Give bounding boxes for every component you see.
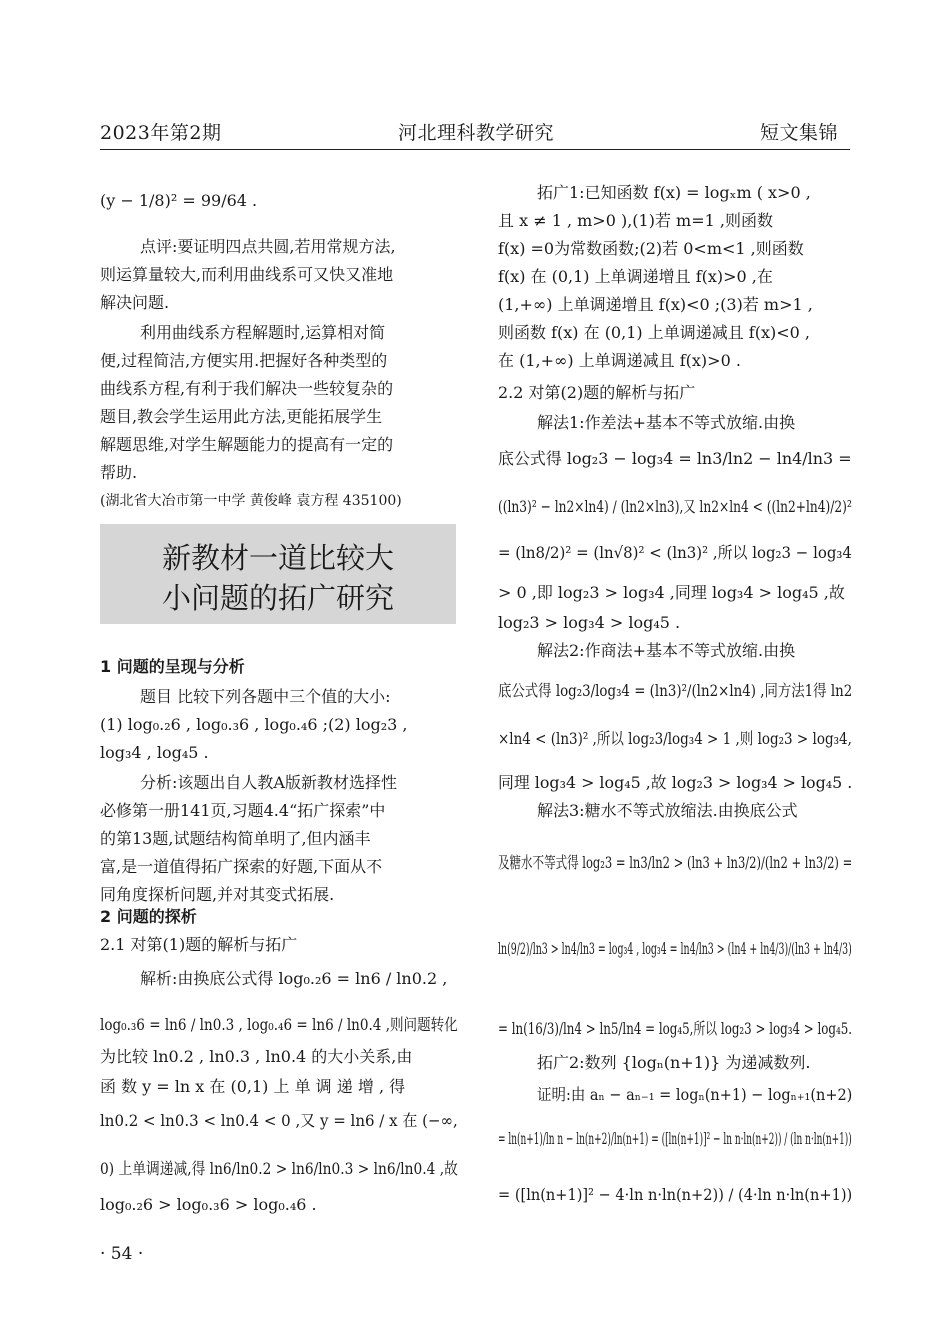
header-rule bbox=[100, 149, 850, 150]
article-title-line: 小问题的拓广研究 bbox=[161, 581, 394, 615]
proof-line: = ([ln(n+1)]² − 4·ln n·ln(n+2)) / (4·ln n·ln(n+1)) bbox=[498, 1185, 853, 1204]
method1-line: 底公式得 log₂3 − log₃4 = ln3/ln2 − ln4/ln3 = bbox=[498, 449, 852, 468]
problem-line: log₃4 , log₄5 . bbox=[100, 743, 209, 762]
solution-line: log₀.₃6 = ln6 / ln0.3 , log₀.₄6 = ln6 / ln0.4 ,则问题转化 bbox=[100, 1015, 458, 1034]
section-heading-2: 2 问题的探析 bbox=[100, 907, 197, 926]
method3-line: 及糖水不等式得 log₂3 = ln3/ln2 > (ln3 + ln3/2)/(ln2 + ln3/2) = bbox=[498, 853, 853, 872]
solution-line: 解析:由换底公式得 log₀.₂6 = ln6 / ln0.2 , bbox=[140, 969, 448, 988]
conclusion-line: 题目,教会学生运用此方法,更能拓展学生 bbox=[100, 407, 383, 426]
affiliation: (湖北省大冶市第一中学 黄俊峰 袁方程 435100) bbox=[100, 493, 402, 509]
comment-line: 则运算量较大,而利用曲线系可又快又准地 bbox=[100, 265, 394, 284]
method1-line: = (ln8/2)² = (ln√8)² < (ln3)² ,所以 log₂3 − log₃4 bbox=[498, 543, 852, 562]
analysis-line: 分析:该题出自人教A版新教材选择性 bbox=[140, 773, 397, 792]
analysis-line: 的第13题,试题结构简单明了,但内涵丰 bbox=[100, 829, 371, 848]
extension1-line: f(x) =0为常数函数;(2)若 0<m<1 ,则函数 bbox=[498, 239, 804, 258]
solution-line: 为比较 ln0.2 , ln0.3 , ln0.4 的大小关系,由 bbox=[100, 1047, 413, 1066]
extension1-line: f(x) 在 (0,1) 上单调递增且 f(x)>0 ,在 bbox=[498, 267, 773, 286]
method3-line: 解法3:糖水不等式放缩法.由换底公式 bbox=[537, 801, 798, 820]
method1-line: 解法1:作差法+基本不等式放缩.由换 bbox=[537, 413, 796, 432]
method1-line: log₂3 > log₃4 > log₄5 . bbox=[498, 613, 681, 632]
extension1-line: 且 x ≠ 1 , m>0 ),(1)若 m=1 ,则函数 bbox=[498, 211, 773, 230]
method2-line: 解法2:作商法+基本不等式放缩.由换 bbox=[537, 641, 796, 660]
conclusion-line: 曲线系方程,有利于我们解决一些较复杂的 bbox=[100, 379, 394, 398]
problem-line: (1) log₀.₂6 , log₀.₃6 , log₀.₄6 ;(2) log₂3 , bbox=[100, 715, 408, 734]
method1-line: > 0 ,即 log₂3 > log₃4 ,同理 log₃4 > log₄5 ,故 bbox=[498, 583, 845, 602]
header-journal: 河北理科教学研究 bbox=[398, 122, 555, 144]
method2-line: 同理 log₃4 > log₄5 ,故 log₂3 > log₃4 > log₄5 . bbox=[498, 773, 853, 792]
method1-line: ((ln3)² − ln2×ln4) / (ln2×ln3),又 ln2×ln4 < ((ln2+ln4)/2)² bbox=[498, 497, 852, 516]
solution-line: ln0.2 < ln0.3 < ln0.4 < 0 ,又 y = ln6 / x 在 (−∞, bbox=[100, 1111, 458, 1130]
extension1-line: (1,+∞) 上单调递增且 f(x)<0 ;(3)若 m>1 , bbox=[498, 295, 813, 314]
comment-line: 解决问题. bbox=[100, 293, 170, 312]
method3-line: ln(9/2)/ln3 > ln4/ln3 = log₃4 , log₃4 = ln4/ln3 > (ln4 + ln4/3)/(ln3 + ln4/3) bbox=[498, 939, 852, 958]
conclusion-line: 帮助. bbox=[100, 463, 138, 482]
extension1-line: 拓广1:已知函数 f(x) = logₓm ( x>0 , bbox=[537, 183, 811, 202]
problem-line: 题目 比较下列各题中三个值的大小: bbox=[140, 687, 391, 706]
article-title-line: 新教材一道比较大 bbox=[161, 541, 394, 575]
solution-line: log₀.₂6 > log₀.₃6 > log₀.₄6 . bbox=[100, 1195, 317, 1214]
equation-top: (y − 1/8)² = 99/64 . bbox=[100, 191, 258, 210]
solution-line: 函 数 y = ln x 在 (0,1) 上 单 调 递 增 , 得 bbox=[100, 1077, 406, 1096]
header-issue: 2023年第2期 bbox=[100, 122, 222, 144]
extension1-line: 在 (1,+∞) 上单调递减且 f(x)>0 . bbox=[498, 351, 741, 370]
solution-line: 0) 上单调递减,得 ln6/ln0.2 > ln6/ln0.3 > ln6/ln0.4 ,故 bbox=[100, 1159, 458, 1178]
proof-line: 证明:由 aₙ − aₙ₋₁ = logₙ(n+1) − logₙ₊₁(n+2) bbox=[537, 1085, 853, 1104]
section-heading-1: 1 问题的呈现与分析 bbox=[100, 657, 245, 676]
article-title-banner bbox=[100, 524, 456, 624]
conclusion-line: 便,过程简洁,方便实用.把握好各种类型的 bbox=[100, 351, 388, 370]
extension1-line: 则函数 f(x) 在 (0,1) 上单调递减且 f(x)<0 , bbox=[498, 323, 810, 342]
method2-line: 底公式得 log₂3/log₃4 = (ln3)²/(ln2×ln4) ,同方法1得 ln2 bbox=[498, 681, 853, 700]
page-number: · 54 · bbox=[100, 1244, 144, 1264]
method2-line: ×ln4 < (ln3)² ,所以 log₂3/log₃4 > 1 ,则 log₂3 > log₃4, bbox=[498, 729, 852, 748]
conclusion-line: 利用曲线系方程解题时,运算相对简 bbox=[140, 323, 386, 342]
extension2: 拓广2:数列 {logₙ(n+1)} 为递减数列. bbox=[537, 1053, 811, 1072]
comment-line: 点评:要证明四点共圆,若用常规方法, bbox=[140, 237, 396, 256]
subsection-heading-2-2: 2.2 对第(2)题的解析与拓广 bbox=[498, 383, 696, 402]
analysis-line: 富,是一道值得拓广探索的好题,下面从不 bbox=[100, 857, 383, 876]
conclusion-line: 解题思维,对学生解题能力的提高有一定的 bbox=[100, 435, 394, 454]
header-section: 短文集锦 bbox=[760, 122, 839, 144]
analysis-line: 必修第一册141页,习题4.4“拓广探索”中 bbox=[100, 801, 386, 820]
analysis-line: 同角度探析问题,并对其变式拓展. bbox=[100, 885, 335, 904]
method3-line: = ln(16/3)/ln4 > ln5/ln4 = log₄5,所以 log₂3 > log₃4 > log₄5. bbox=[498, 1019, 853, 1038]
subsection-heading-2-1: 2.1 对第(1)题的解析与拓广 bbox=[100, 935, 298, 954]
proof-line: = ln(n+1)/ln n − ln(n+2)/ln(n+1) = ([ln(n+1)]² − ln n·ln(n+2)) / (ln n·ln(n+1)) bbox=[498, 1129, 852, 1148]
